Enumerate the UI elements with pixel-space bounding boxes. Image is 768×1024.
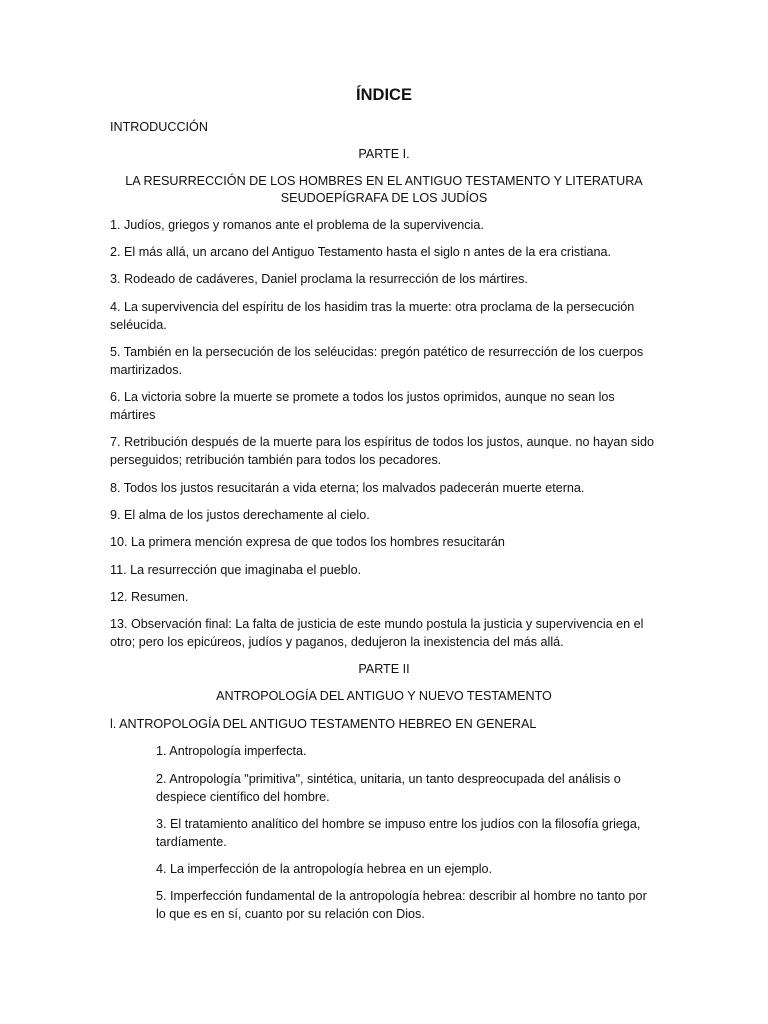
toc-entry-12: 12. Resumen. [110,590,189,604]
part-1-label: PARTE I. [358,147,410,161]
page-title: ÍNDICE [356,86,412,104]
section-1-heading: l. ANTROPOLOGÍA DEL ANTIGUO TESTAMENTO HEBREO EN GENERAL [110,717,537,731]
part-2-label: PARTE II [358,662,410,676]
toc-entry-9: 9. El alma de los justos derechamente al cielo. [110,508,370,522]
toc-entry-8: 8. Todos los justos resucitarán a vida eterna; los malvados padecerán muerte eterna. [110,481,585,495]
toc-entry-11: 11. La resurrección que imaginaba el pueblo. [110,563,362,577]
part-1-heading-line-2: SEUDOEPÍGRAFA DE LOS JUDÍOS [280,191,488,205]
subsection-entry-3: 3. El tratamiento analítico del hombre se impuso entre los judíos con la filosofía griega, tardíamente. [156,817,641,849]
subsection-entry-4: 4. La imperfección de la antropología hebrea en un ejemplo. [156,862,493,876]
part-1-heading-line-1: LA RESURRECCIÓN DE LOS HOMBRES EN EL ANTIGUO TESTAMENTO Y LITERATURA [125,174,643,188]
subsection-entry-1: 1. Antropología imperfecta. [156,744,307,758]
subsection-entry-2: 2. Antropología "primitiva", sintética, unitaria, un tanto despreocupada del análisis o despiece científico del hombre. [156,772,621,804]
toc-entry-2: 2. El más allá, un arcano del Antiguo Testamento hasta el siglo n antes de la era cristiana. [110,245,612,259]
toc-entry-1: 1. Judíos, griegos y romanos ante el problema de la supervivencia. [110,218,484,232]
toc-entry-13: 13. Observación final: La falta de justicia de este mundo postula la justicia y supervivencia en el otro; pero los epicúreos, judíos y paganos, dedujeron la inexistencia del más allá. [110,617,644,649]
toc-entry-6: 6. La victoria sobre la muerte se promete a todos los justos oprimidos, aunque no sean los mártires [110,390,615,422]
toc-entry-4: 4. La supervivencia del espíritu de los hasidim tras la muerte: otra proclama de la persecución seléucida. [110,300,635,332]
subsection-entry-5: 5. Imperfección fundamental de la antropología hebrea: describir al hombre no tanto por lo que es en sí, cuanto por su relación con Dios. [156,889,647,921]
part-2-heading: ANTROPOLOGÍA DEL ANTIGUO Y NUEVO TESTAMENTO [216,689,552,703]
toc-entry-3: 3. Rodeado de cadáveres, Daniel proclama la resurrección de los mártires. [110,272,528,286]
toc-entry-7: 7. Retribución después de la muerte para los espíritus de todos los justos, aunque. no hayan sido perseguidos; retribución también para todos los pecadores. [110,435,654,467]
toc-entry-10: 10. La primera mención expresa de que todos los hombres resucitarán [110,535,505,549]
introduction-heading: INTRODUCCIÓN [110,120,208,134]
toc-entry-5: 5. También en la persecución de los seléucidas: pregón patético de resurrección de los cuerpos martirizados. [110,345,644,377]
